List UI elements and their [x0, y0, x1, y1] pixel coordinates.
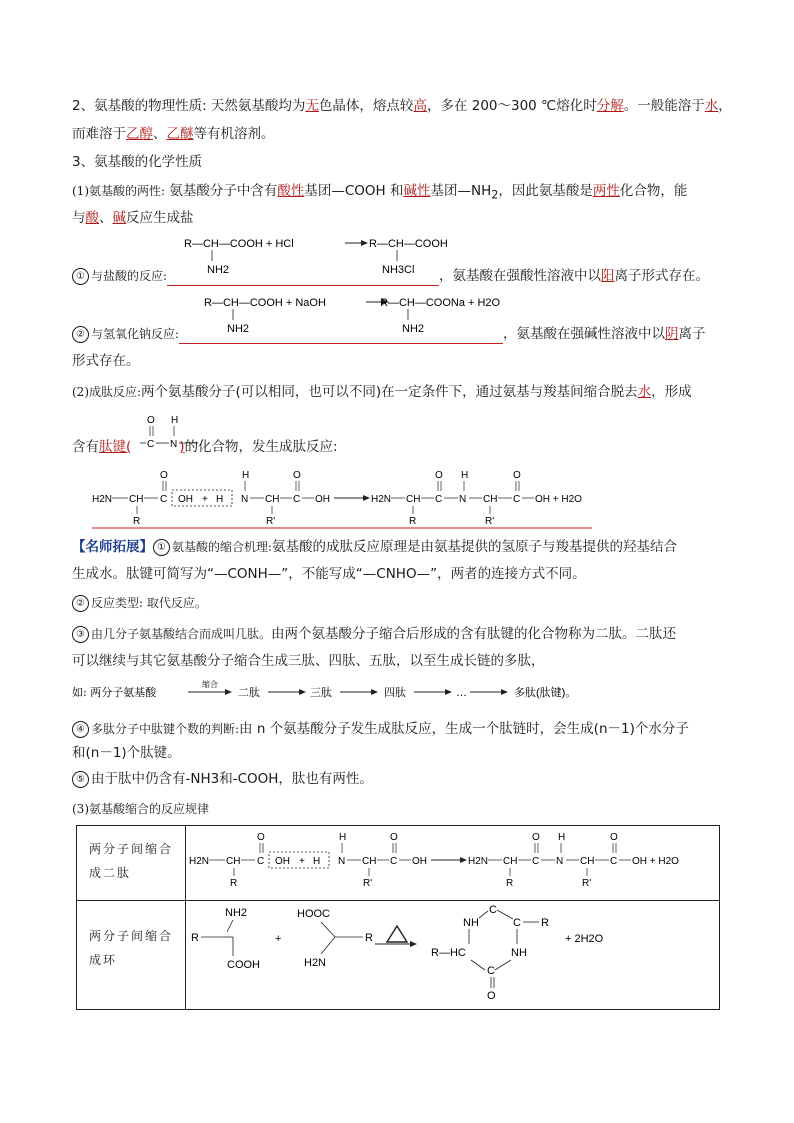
lead: 由几分子氨基酸结合而成叫几肽。 — [91, 627, 272, 641]
c-label: C — [513, 917, 521, 929]
n-label: N — [556, 856, 564, 867]
c-label: C — [390, 856, 398, 867]
naoh-reaction-line — [72, 324, 722, 344]
text: 化合物，能 — [619, 183, 688, 199]
section-3-3-title: (3)氨基酸缩合的反应规律 — [72, 802, 209, 816]
h-label: H — [461, 470, 469, 481]
arrow-head — [445, 689, 452, 695]
tip-4-line-1 — [72, 719, 722, 739]
h2n-label: H2N — [92, 494, 113, 505]
arrow-head — [410, 941, 417, 947]
answer: 高 — [413, 98, 427, 114]
h-label: H — [171, 415, 179, 426]
o-label: O — [147, 415, 155, 426]
arrow-head — [371, 689, 378, 695]
h-label: H — [339, 832, 347, 843]
oh-label: OH — [315, 494, 330, 505]
ch-label: CH — [129, 494, 144, 505]
r-label: R — [365, 932, 373, 944]
answer: 肽键( — [99, 439, 132, 455]
text: ，因此氨基酸是 — [498, 183, 593, 199]
oh-label: OH — [275, 856, 290, 867]
answer-blank — [167, 271, 439, 286]
oh-label: OH — [412, 856, 427, 867]
number-1: ① — [72, 268, 89, 285]
dipeptide-label: 二肽 — [238, 687, 260, 699]
naoh-eq-right: R—CH—COONa + H2O — [380, 297, 501, 309]
o-label: O — [532, 832, 540, 843]
c-label: C — [257, 856, 265, 867]
answer: 酸 — [85, 210, 99, 226]
nh-label: NH — [511, 947, 527, 959]
condition-label: 缩合 — [202, 680, 218, 689]
cooh-label: COOH — [227, 959, 260, 971]
h-label: H — [558, 832, 566, 843]
tip-3-line-2: 可以继续与其它氨基酸分子缩合生成三肽、四肽、五肽，以至生成长链的多肽， — [72, 653, 545, 669]
answer: 酸性 — [277, 183, 305, 199]
nh3cl-label: NH3Cl — [382, 264, 415, 276]
peptide-equation — [92, 466, 602, 530]
polypeptide-label: 多肽(肽键)。 — [514, 687, 577, 699]
lead: 氨基酸的缩合机理: — [172, 540, 273, 554]
text: 由于肽中仍含有-NH3和-COOH，肽也有两性。 — [91, 771, 373, 787]
tetrapeptide-label: 四肽 — [384, 687, 406, 699]
o-label: O — [435, 470, 443, 481]
h2n-label: H2N — [189, 856, 210, 867]
n-label: N — [170, 439, 178, 450]
row-2-label: 两分子间缩合成环 — [89, 929, 174, 967]
text: 与 — [72, 210, 86, 226]
physical-properties-line-2 — [72, 124, 722, 144]
h2n-label: H2N — [304, 957, 327, 969]
oh-label: OH — [178, 494, 193, 505]
peptide-bond-structure — [140, 412, 202, 454]
tip-3-line-1 — [72, 624, 722, 644]
arrow-head — [501, 689, 508, 695]
naoh-eq-left: R—CH—COOH + NaOH — [204, 297, 326, 309]
tripeptide-label: 三肽 — [310, 687, 332, 699]
number-2: ② — [72, 326, 89, 343]
subscript: 2 — [491, 188, 499, 202]
text: 而难溶于 — [72, 126, 126, 142]
answer-blank — [179, 329, 503, 344]
tip-4-line-2: 和(n－1)个肽键。 — [72, 745, 181, 761]
rhc-label: R—HC — [431, 947, 466, 959]
text: 氨基酸的成肽反应原理是由氨基提供的氢原子与羧基提供的羟基结合 — [272, 539, 678, 555]
h-label: H — [242, 470, 250, 481]
o-label: O — [160, 470, 168, 481]
text: ， — [718, 98, 732, 114]
ch-label: CH — [406, 494, 421, 505]
plus-label: + — [275, 933, 282, 945]
tip-2-line — [72, 593, 722, 613]
text: 两个氨基酸分子(可以相同，也可以不同)在一定条件下，通过氨基与羧基间缩合脱去 — [141, 384, 638, 400]
plus-label: + — [299, 856, 305, 867]
o-label: O — [257, 832, 265, 843]
text: 基团—COOH 和 — [304, 183, 404, 199]
c-label: C — [435, 494, 443, 505]
hcl-eq-left: R—CH—COOH + HCl — [184, 238, 294, 250]
nh2-label: NH2 — [402, 323, 425, 335]
r-label: R — [541, 917, 549, 929]
text: 由 n 个氨基酸分子发生成肽反应，生成一个肽链时，会生成(n－1)个水分子 — [239, 721, 689, 737]
bond — [479, 911, 488, 918]
o-label: O — [487, 990, 496, 1002]
text: 由两个氨基酸分子缩合后形成的含有肽键的化合物称为二肽。二肽还 — [271, 626, 677, 642]
ch-label: CH — [580, 856, 595, 867]
reaction-rules-table — [76, 825, 720, 1010]
text: 等有机溶剂。 — [193, 126, 275, 142]
ellipsis-label: … — [456, 687, 467, 699]
text: 基团—NH — [430, 183, 492, 199]
arrow-head — [225, 689, 232, 695]
heat-triangle-icon — [387, 926, 407, 942]
text: 。一般能溶于 — [623, 98, 705, 114]
r-label: R — [506, 878, 514, 889]
text: 2、氨基酸的物理性质: 天然氨基酸均为 — [72, 98, 306, 114]
text: 含有 — [72, 439, 99, 455]
bond — [321, 922, 335, 937]
number-3: ③ — [72, 626, 89, 643]
tail-label: OH + H2O — [632, 856, 679, 867]
dipeptide-equation — [189, 828, 699, 898]
h2n-label: H2N — [371, 494, 392, 505]
hcl-eq-right: R—CH—COOH — [369, 238, 448, 250]
hcl-reaction-line — [72, 266, 722, 286]
row-divider — [77, 900, 719, 901]
o-label: O — [293, 470, 301, 481]
number-1: ① — [153, 539, 170, 556]
answer: 碱性 — [403, 183, 431, 199]
answer: 无 — [305, 98, 319, 114]
lead: 与氢氧化钠反应: — [91, 327, 180, 341]
n-label: N — [241, 494, 249, 505]
r-label: R — [191, 932, 199, 944]
text: 离子形式存在。 — [614, 268, 710, 284]
answer: 水 — [637, 384, 652, 400]
number-4: ④ — [72, 721, 89, 738]
bond — [227, 920, 233, 932]
nh2-label: NH2 — [225, 907, 248, 919]
lead: 多肽分子中肽键个数的判断: — [91, 722, 240, 736]
plus-label: + — [202, 494, 208, 505]
lead: 与盐酸的反应: — [91, 269, 168, 283]
o-label: O — [513, 470, 521, 481]
r-label: R — [133, 516, 141, 527]
c-label: C — [532, 856, 540, 867]
product-label: + 2H2O — [565, 933, 604, 945]
naoh-reaction-line-2: 形式存在。 — [72, 353, 140, 369]
text: ，氨基酸在强碱性溶液中以 — [503, 326, 666, 342]
answer: 乙醚 — [166, 126, 194, 142]
n-label: N — [338, 856, 346, 867]
ch-label: CH — [362, 856, 377, 867]
r-prime-label: R' — [363, 878, 373, 889]
o-label: O — [390, 832, 398, 843]
r-label: R — [230, 878, 238, 889]
c-label: C — [160, 494, 168, 505]
bond — [495, 960, 511, 970]
text: ，形成 — [651, 384, 692, 400]
tip-5-line — [72, 769, 722, 789]
c-label: C — [147, 439, 155, 450]
answer: 水 — [704, 98, 719, 114]
r-prime-label: R' — [266, 516, 276, 527]
answer: 阴 — [665, 326, 679, 342]
nh-label: NH — [463, 917, 479, 929]
tip-1-line-2: 生成水。肽键可简写为“—CONH—”，不能写成“—CNHO—”，两者的连接方式不同。 — [72, 566, 586, 582]
c-label: C — [489, 904, 497, 916]
text: 色晶体，熔点较 — [318, 98, 414, 114]
bond — [497, 910, 513, 919]
text: 、 — [99, 210, 113, 226]
text: 、 — [153, 126, 167, 142]
ch-label: CH — [483, 494, 498, 505]
r-prime-label: R' — [582, 878, 592, 889]
arrow-head — [363, 495, 370, 501]
section-3-title: 3、氨基酸的化学性质 — [72, 154, 203, 170]
tail-label: OH + H2O — [535, 494, 582, 505]
tip-1-line-1 — [72, 537, 722, 557]
number-5: ⑤ — [72, 771, 89, 788]
lead: (2)成肽反应: — [72, 385, 142, 399]
answer: ) — [179, 439, 185, 455]
r-label: R — [409, 516, 417, 527]
h2n-label: H2N — [468, 856, 489, 867]
text: 离子 — [678, 326, 706, 342]
nh2-label: NH2 — [227, 323, 250, 335]
row-1-label: 两分子间缩合成二肽 — [89, 842, 174, 880]
arrow-head — [299, 689, 306, 695]
c-label: C — [293, 494, 301, 505]
text: 氨基酸分子中含有 — [169, 183, 278, 199]
h-label: H — [216, 494, 224, 505]
c-label: C — [487, 965, 495, 977]
text: ，氨基酸在强酸性溶液中以 — [439, 268, 602, 284]
peptide-line-1 — [72, 382, 722, 402]
ch-label: CH — [503, 856, 518, 867]
text: 反应生成盐 — [126, 210, 194, 226]
answer: 分解 — [596, 98, 624, 114]
peptide-chain — [72, 679, 632, 703]
c-label: C — [513, 494, 521, 505]
physical-properties-line-1 — [72, 96, 732, 116]
c-label: C — [610, 856, 618, 867]
bond — [321, 937, 335, 954]
answer: 阳 — [601, 268, 615, 284]
tips-heading: 【名师拓展】 — [72, 539, 153, 555]
chain-lead: 如: 两分子氨基酸 — [72, 686, 157, 699]
ch-label: CH — [265, 494, 280, 505]
arrow-head — [361, 240, 368, 246]
n-label: N — [459, 494, 467, 505]
answer: 乙醇 — [126, 126, 153, 142]
text: 反应类型: 取代反应。 — [91, 596, 207, 610]
answer: 两性 — [592, 183, 620, 199]
cyclization-equation — [189, 902, 714, 1007]
text: ，多在 200～300 ℃熔化时 — [426, 98, 597, 114]
o-label: O — [610, 832, 618, 843]
ch-label: CH — [226, 856, 241, 867]
amphoteric-line-2 — [72, 208, 722, 228]
text: 的化合物，发生成肽反应: — [184, 439, 338, 455]
number-2: ② — [72, 595, 89, 612]
arrow-head — [460, 857, 467, 863]
h-label: H — [313, 856, 321, 867]
lead: (1)氨基酸的两性: — [72, 184, 166, 198]
amphoteric-line-1 — [72, 181, 722, 206]
bond — [471, 960, 485, 970]
answer: 碱 — [112, 210, 126, 226]
hooc-label: HOOC — [297, 908, 330, 920]
nh2-label: NH2 — [207, 264, 230, 276]
r-prime-label: R' — [485, 516, 495, 527]
